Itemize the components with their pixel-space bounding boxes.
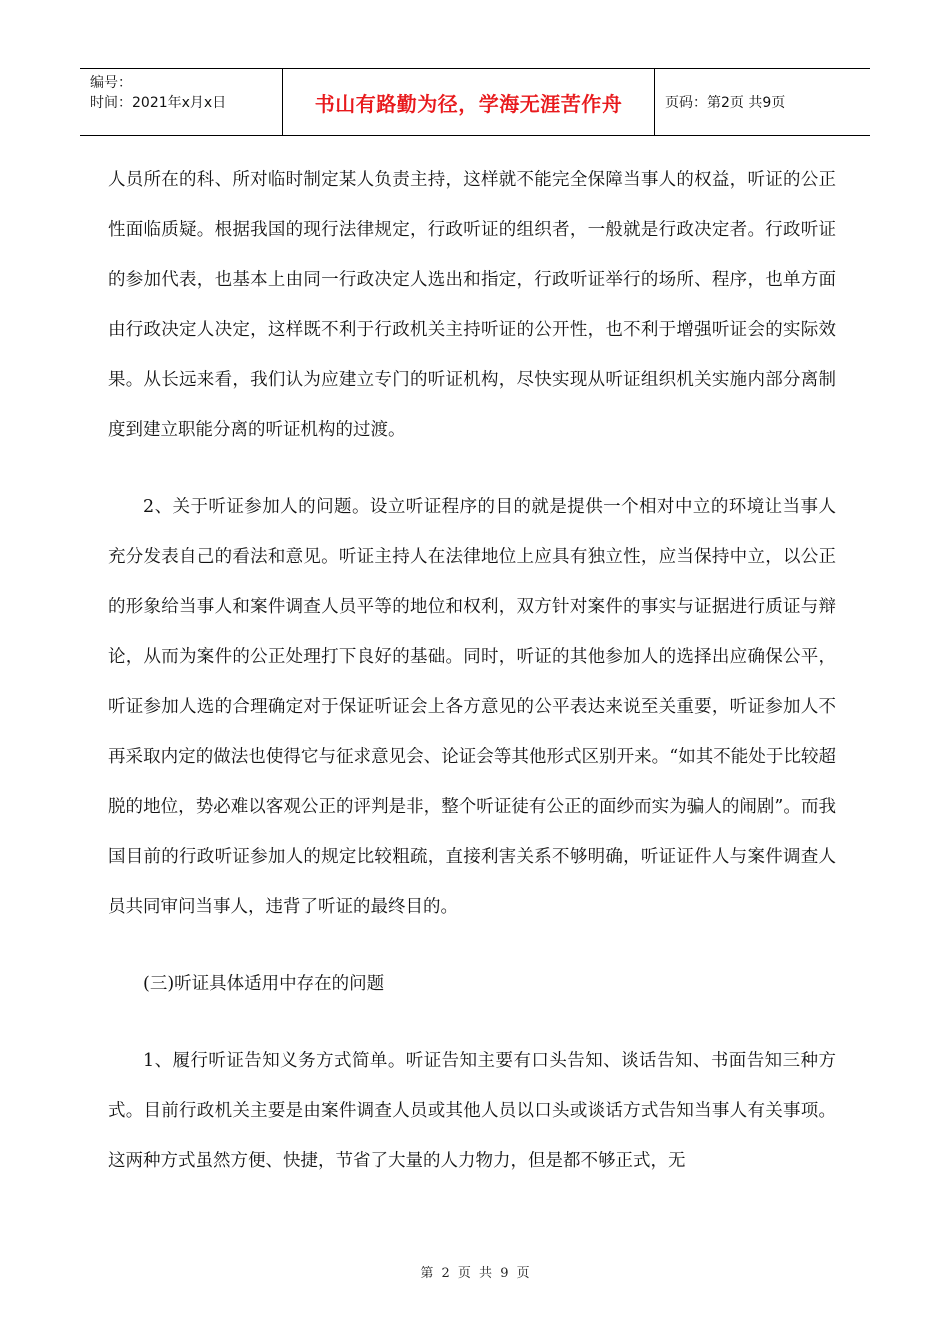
document-header bbox=[80, 68, 870, 136]
document-body bbox=[108, 155, 836, 1186]
document-number-label: 编号： bbox=[90, 75, 132, 91]
header-page-code: 页码：第2页 共9页 bbox=[665, 95, 786, 111]
header-motto: 书山有路勤为径，学海无涯苦作舟 bbox=[283, 69, 655, 135]
body-paragraph-1: 人员所在的科、所对临时制定某人负责主持，这样就不能完全保障当事人的权益，听证的公正性面临质疑。根据我国的现行法律规定，行政听证的组织者，一般就是行政决定者。行政听证的参加代表，也基本上由同一行政决定人选出和指定，行政听证举行的场所、程序，也单方面由行政决定人决定，这样既不利于行政机关主持听证的公开性，也不利于增强听证会的实际效果。从长远来看，我们认为应建立专门的听证机构，尽快实现从听证组织机关实施内部分离制度到建立职能分离的听证机构的过渡。 bbox=[108, 170, 836, 440]
section-heading: (三)听证具体适用中存在的问题 bbox=[143, 974, 385, 994]
body-paragraph-2: 2、关于听证参加人的问题。设立听证程序的目的就是提供一个相对中立的环境让当事人充分发表自己的看法和意见。听证主持人在法律地位上应具有独立性，应当保持中立，以公正的形象给当事人和案件调查人员平等的地位和权利，双方针对案件的事实与证据进行质证与辩论，从而为案件的公正处理打下良好的基础。同时，听证的其他参加人的选择出应确保公平，听证参加人选的合理确定对于保证听证会上各方意见的公平表达来说至关重要，听证参加人不再采取内定的做法也使得它与征求意见会、论证会等其他形式区别开来。“如其不能处于比较超脱的地位，势必难以客观公正的评判是非，整个听证徒有公正的面纱而实为骗人的闹剧”。而我国目前的行政听证参加人的规定比较粗疏，直接利害关系不够明确，听证证件人与案件调查人员共同审问当事人，违背了听证的最终目的。 bbox=[108, 497, 836, 917]
page-footer: 第 2 页 共 9 页 bbox=[420, 1266, 530, 1281]
header-meta-cell bbox=[80, 69, 283, 135]
document-date-label: 时间：2021年x月x日 bbox=[90, 95, 227, 111]
body-paragraph-3: 1、履行听证告知义务方式简单。听证告知主要有口头告知、谈话告知、书面告知三种方式。目前行政机关主要是由案件调查人员或其他人员以口头或谈话方式告知当事人有关事项。这两种方式虽然方便、快捷，节省了大量的人力物力，但是都不够正式，无 bbox=[108, 1051, 836, 1171]
